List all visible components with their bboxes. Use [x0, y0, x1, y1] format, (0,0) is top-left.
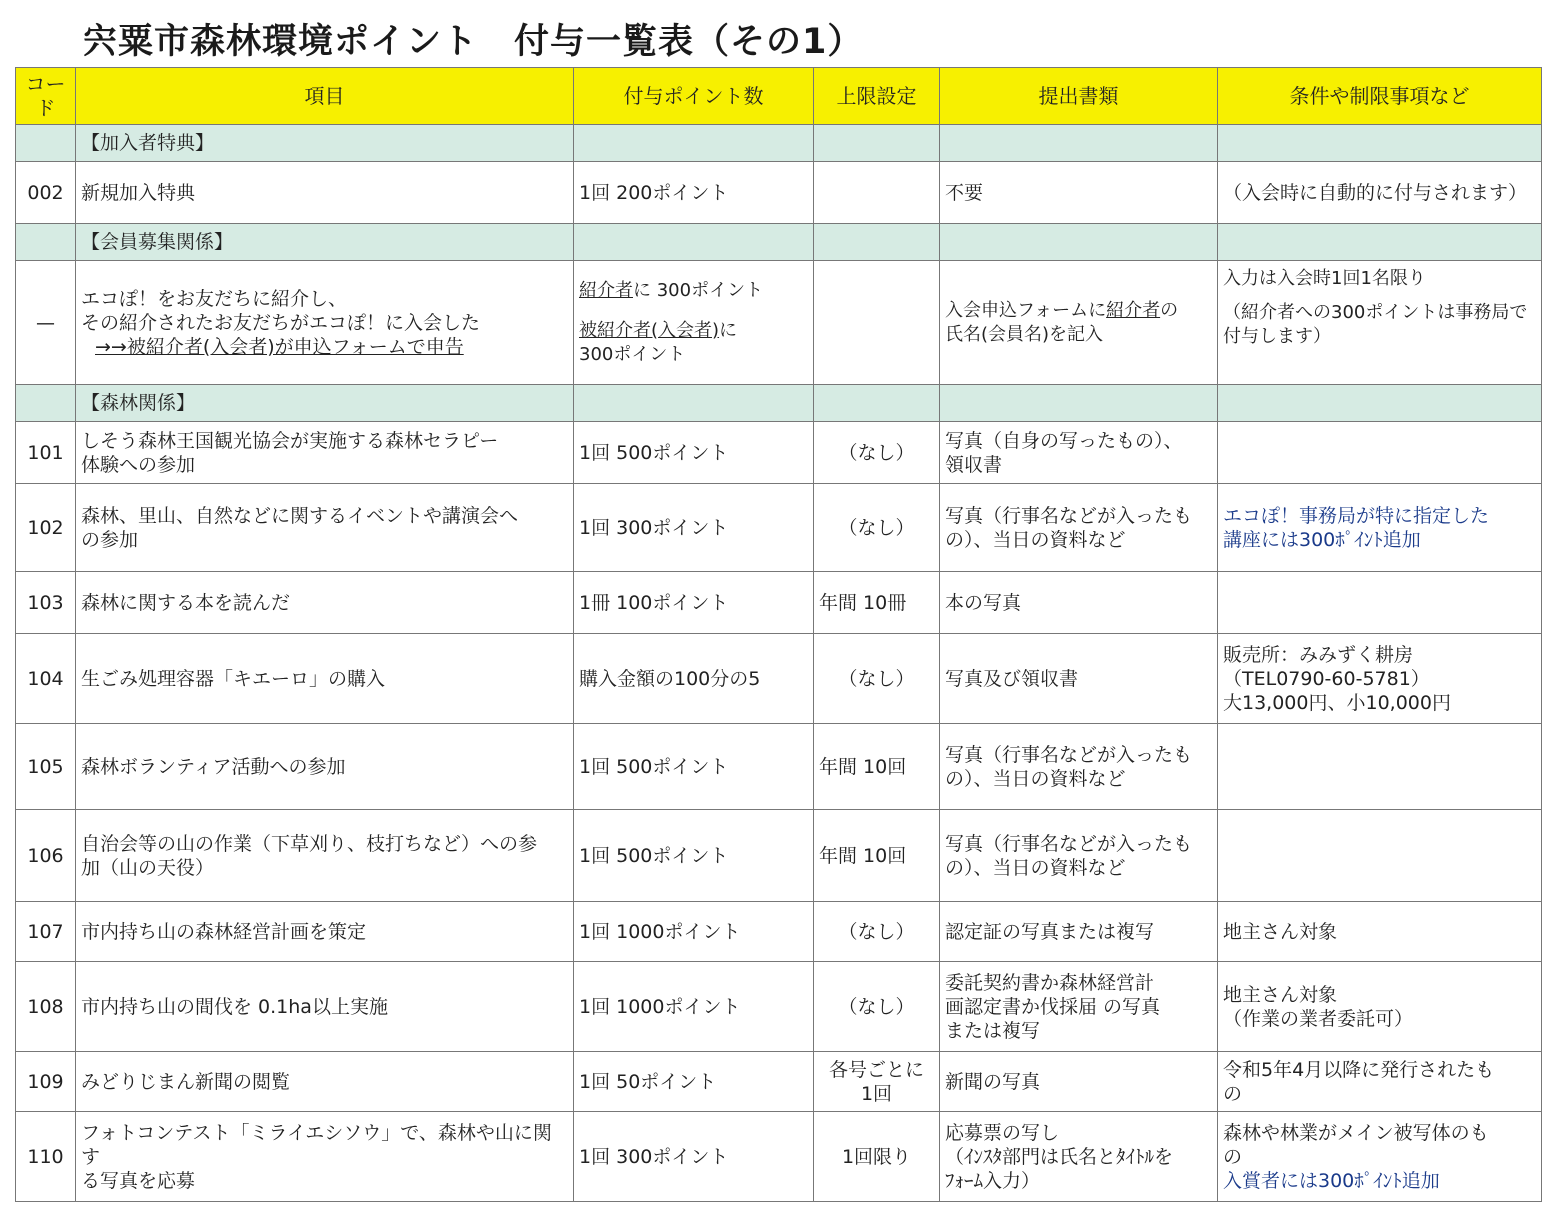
- limit-cell: 年間 10回: [814, 724, 940, 810]
- notes-text: （紹介者への300ポイントは事務局で: [1223, 302, 1528, 323]
- item-cell: 森林に関する本を読んだ: [76, 572, 574, 634]
- points-text: に: [719, 319, 738, 341]
- docs-cell: [940, 962, 1218, 1052]
- item-cell: [76, 1112, 574, 1202]
- points-cell: 1回 500ポイント: [574, 724, 814, 810]
- item-cell: みどりじまん新聞の閲覧: [76, 1052, 574, 1112]
- item-line: 森林、里山、自然などに関するイベントや講演会へ: [81, 504, 519, 527]
- points-cell: 1回 500ポイント: [574, 422, 814, 484]
- header-item: 項目: [76, 68, 574, 125]
- table-header-row: [16, 68, 1542, 125]
- item-line: 体験への参加: [81, 453, 196, 476]
- table-row: [16, 634, 1542, 724]
- code-cell: 108: [16, 962, 76, 1052]
- notes-line: エコぽ！事務局が特に指定した: [1223, 504, 1490, 527]
- docs-line: 委託契約書か森林経営計: [945, 971, 1155, 994]
- docs-text: 入会申込フォームに: [945, 299, 1107, 321]
- notes-cell: [1218, 572, 1542, 634]
- header-points: 付与ポイント数: [574, 68, 814, 125]
- limit-cell: （なし）: [814, 902, 940, 962]
- code-cell: 107: [16, 902, 76, 962]
- item-cell: [76, 810, 574, 902]
- item-cell: 新規加入特典: [76, 162, 574, 224]
- notes-cell: [1218, 634, 1542, 724]
- notes-cell: [1218, 261, 1542, 385]
- points-cell: 購入金額の100分の5: [574, 634, 814, 724]
- code-cell: 002: [16, 162, 76, 224]
- docs-cell: 本の写真: [940, 572, 1218, 634]
- notes-cell: 地主さん対象: [1218, 902, 1542, 962]
- limit-cell: 1回限り: [814, 1112, 940, 1202]
- docs-line: 応募票の写し: [945, 1121, 1060, 1144]
- docs-line: の）、当日の資料など: [945, 767, 1126, 790]
- section-row-recruit: [16, 224, 1542, 261]
- limit-cell: （なし）: [814, 484, 940, 572]
- points-text: 紹介者: [579, 279, 633, 301]
- docs-line: 写真（行事名などが入ったも: [945, 743, 1193, 766]
- docs-line: 写真（自身の写ったもの）、: [945, 429, 1183, 452]
- notes-cell: [1218, 1052, 1542, 1112]
- code-cell: 102: [16, 484, 76, 572]
- code-cell: 101: [16, 422, 76, 484]
- points-cell: 1回 500ポイント: [574, 810, 814, 902]
- limit-cell: 年間 10回: [814, 810, 940, 902]
- limit-cell: [814, 162, 940, 224]
- item-cell: 市内持ち山の間伐を 0.1ha以上実施: [76, 962, 574, 1052]
- docs-text: 氏名(会員名)を記入: [945, 323, 1104, 345]
- limit-cell: （なし）: [814, 634, 940, 724]
- points-cell: 1回 300ポイント: [574, 484, 814, 572]
- docs-cell: 新聞の写真: [940, 1052, 1218, 1112]
- notes-line: （TEL0790-60-5781）: [1223, 667, 1430, 690]
- item-line: エコぽ！をお友だちに紹介し、: [81, 287, 348, 310]
- code-cell: 103: [16, 572, 76, 634]
- limit-cell: （なし）: [814, 422, 940, 484]
- item-line: フォトコンテスト「ミライエシソウ」で、森林や山に関す: [81, 1121, 552, 1168]
- points-cell: 1回 50ポイント: [574, 1052, 814, 1112]
- notes-cell: [1218, 422, 1542, 484]
- limit-line: 各号ごとに: [828, 1058, 924, 1081]
- docs-line: の）、当日の資料など: [945, 528, 1126, 551]
- notes-cell: [1218, 724, 1542, 810]
- notes-cell: [1218, 484, 1542, 572]
- notes-text: 付与します）: [1223, 326, 1331, 347]
- docs-line: 写真（行事名などが入ったも: [945, 504, 1193, 527]
- header-notes: 条件や制限事項など: [1218, 68, 1542, 125]
- item-line: 加（山の天役）: [81, 856, 215, 879]
- item-line: →→被紹介者(入会者)が申込フォームで申告: [95, 335, 464, 358]
- notes-line: （作業の業者委託可）: [1223, 1007, 1414, 1030]
- item-line: その紹介されたお友だちがエコぽ！に入会した: [81, 311, 481, 334]
- docs-line: 領収書: [945, 453, 1003, 476]
- section-row-forest: [16, 385, 1542, 422]
- docs-cell: 認定証の写真または複写: [940, 902, 1218, 962]
- header-code: コード: [16, 68, 76, 125]
- table-row: [16, 962, 1542, 1052]
- points-text: 被紹介者(入会者): [579, 319, 720, 341]
- docs-line: または複写: [945, 1019, 1041, 1042]
- page-title: 宍粟市森林環境ポイント 付与一覧表（その1）: [82, 22, 864, 62]
- code-cell: 110: [16, 1112, 76, 1202]
- table-row: [16, 810, 1542, 902]
- notes-line: の: [1223, 1082, 1243, 1105]
- code-cell: —: [16, 261, 76, 385]
- limit-line: 1回: [860, 1082, 893, 1105]
- docs-line: ﾌｫｰﾑ入力）: [945, 1169, 1041, 1192]
- table-row: [16, 484, 1542, 572]
- code-cell: 104: [16, 634, 76, 724]
- item-line: の参加: [81, 528, 139, 551]
- notes-line: の: [1223, 1145, 1243, 1168]
- points-text: に 300ポイント: [633, 279, 764, 301]
- points-cell: 1回 200ポイント: [574, 162, 814, 224]
- section-row-members: [16, 125, 1542, 162]
- docs-text: 紹介者: [1106, 299, 1161, 321]
- docs-cell: [940, 484, 1218, 572]
- points-cell: 1冊 100ポイント: [574, 572, 814, 634]
- notes-line: 令和5年4月以降に発行されたも: [1223, 1058, 1495, 1081]
- item-cell: 森林ボランティア活動への参加: [76, 724, 574, 810]
- docs-cell: [940, 422, 1218, 484]
- notes-line: 大13,000円、小10,000円: [1223, 691, 1451, 714]
- docs-cell: [940, 724, 1218, 810]
- section-label: 【森林関係】: [76, 385, 574, 422]
- table-row: [16, 422, 1542, 484]
- points-text: 300ポイント: [579, 343, 686, 365]
- header-limit: 上限設定: [814, 68, 940, 125]
- notes-line: 地主さん対象: [1223, 983, 1338, 1006]
- item-line: しそう森林王国観光協会が実施する森林セラピー: [81, 429, 499, 452]
- notes-line: 入賞者には300ﾎﾟｲﾝﾄ追加: [1223, 1169, 1440, 1192]
- docs-cell: 不要: [940, 162, 1218, 224]
- notes-cell: [1218, 962, 1542, 1052]
- notes-line: 森林や林業がメイン被写体のも: [1223, 1121, 1489, 1144]
- item-cell: [76, 484, 574, 572]
- item-line: 自治会等の山の作業（下草刈り、枝打ちなど）への参: [81, 832, 538, 855]
- points-cell: 1回 300ポイント: [574, 1112, 814, 1202]
- docs-line: 画認定書か伐採届 の写真: [945, 995, 1161, 1018]
- docs-cell: [940, 1112, 1218, 1202]
- limit-cell: [814, 1052, 940, 1112]
- table-row: [16, 572, 1542, 634]
- docs-cell: [940, 261, 1218, 385]
- docs-line: 写真（行事名などが入ったも: [945, 832, 1193, 855]
- notes-line: 販売所：みみずく耕房: [1223, 643, 1414, 666]
- docs-line: の）、当日の資料など: [945, 856, 1126, 879]
- item-cell: 市内持ち山の森林経営計画を策定: [76, 902, 574, 962]
- docs-line: （ｲﾝｽﾀ部門は氏名とﾀｲﾄﾙを: [945, 1145, 1174, 1168]
- table-row: [16, 902, 1542, 962]
- section-label: 【加入者特典】: [76, 125, 574, 162]
- code-cell: 105: [16, 724, 76, 810]
- limit-cell: （なし）: [814, 962, 940, 1052]
- notes-cell: [1218, 1112, 1542, 1202]
- limit-cell: 年間 10冊: [814, 572, 940, 634]
- table-row: [16, 261, 1542, 385]
- code-cell: 109: [16, 1052, 76, 1112]
- notes-line: 講座には300ﾎﾟｲﾝﾄ追加: [1223, 528, 1421, 551]
- section-label: 【会員募集関係】: [76, 224, 574, 261]
- table-row: [16, 1052, 1542, 1112]
- code-cell: 106: [16, 810, 76, 902]
- item-cell: 生ごみ処理容器「キエーロ」の購入: [76, 634, 574, 724]
- docs-cell: 写真及び領収書: [940, 634, 1218, 724]
- table-row: [16, 724, 1542, 810]
- notes-cell: （入会時に自動的に付与されます）: [1218, 162, 1542, 224]
- item-cell: [76, 261, 574, 385]
- notes-text: 入力は入会時1回1名限り: [1223, 268, 1426, 289]
- table-row: [16, 162, 1542, 224]
- points-table: [15, 67, 1542, 1202]
- points-cell: [574, 261, 814, 385]
- item-line: る写真を応募: [81, 1169, 196, 1192]
- table-row: [16, 1112, 1542, 1202]
- docs-text: の: [1160, 299, 1179, 321]
- points-cell: 1回 1000ポイント: [574, 902, 814, 962]
- points-cell: 1回 1000ポイント: [574, 962, 814, 1052]
- notes-cell: [1218, 810, 1542, 902]
- item-cell: [76, 422, 574, 484]
- header-docs: 提出書類: [940, 68, 1218, 125]
- docs-cell: [940, 810, 1218, 902]
